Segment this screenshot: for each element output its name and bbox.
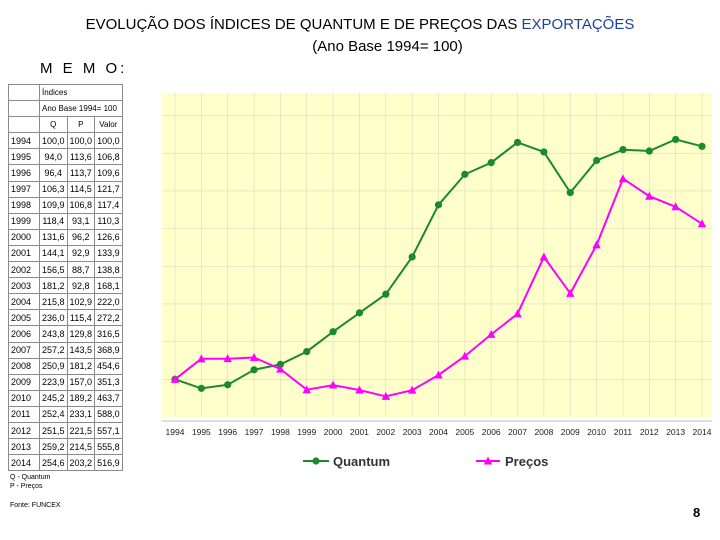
table-cell-value: 236,0 bbox=[40, 310, 68, 326]
x-tick-label: 1994 bbox=[165, 427, 185, 437]
table-cell-value: 109,6 bbox=[95, 165, 123, 181]
table-cell-year: 2001 bbox=[9, 245, 40, 261]
x-tick-label: 2003 bbox=[402, 427, 422, 437]
table-cell-value: 463,7 bbox=[95, 390, 123, 406]
table-cell-year: 1999 bbox=[9, 213, 40, 229]
data-point-quantum bbox=[698, 143, 705, 150]
table-cell-year: 2006 bbox=[9, 326, 40, 342]
table-cell-value: 106,8 bbox=[95, 149, 123, 165]
data-point-quantum bbox=[540, 148, 547, 155]
table-cell-value: 96,2 bbox=[67, 229, 95, 245]
table-cell-value: 243,8 bbox=[40, 326, 68, 342]
note-quantum: Q - Quantum bbox=[10, 474, 51, 481]
table-cell-value: 117,4 bbox=[95, 197, 123, 213]
table-cell-value: 121,7 bbox=[95, 181, 123, 197]
data-point-quantum bbox=[435, 201, 442, 208]
chart-subtitle: (Ano Base 1994= 100) bbox=[312, 38, 463, 55]
data-point-quantum bbox=[303, 348, 310, 355]
x-tick-label: 2004 bbox=[429, 427, 448, 437]
table-cell-value: 181,2 bbox=[67, 358, 95, 374]
table-cell-value: 133,9 bbox=[95, 245, 123, 261]
data-point-quantum bbox=[646, 147, 653, 154]
table-cell-value: 316,5 bbox=[95, 326, 123, 342]
table-cell-value: 557,1 bbox=[95, 422, 123, 438]
table-cell-year: 1996 bbox=[9, 165, 40, 181]
x-tick-label: 2008 bbox=[534, 427, 554, 437]
table-cell-value: 100,0 bbox=[40, 133, 68, 149]
table-cell-value: 144,1 bbox=[40, 245, 68, 261]
chart-title-accent: EXPORTAÇÕES bbox=[521, 16, 635, 33]
table-cell-value: 214,5 bbox=[67, 439, 95, 455]
note-precos: P - Preços bbox=[10, 483, 43, 490]
table-cell-value: 88,7 bbox=[67, 262, 95, 278]
table-cell-year: 2008 bbox=[9, 358, 40, 374]
table-cell-value: 118,4 bbox=[40, 213, 68, 229]
table-cell-year: 1998 bbox=[9, 197, 40, 213]
table-header-q: Q bbox=[40, 117, 68, 133]
table-cell-year: 1995 bbox=[9, 149, 40, 165]
x-tick-label: 2002 bbox=[376, 427, 396, 437]
table-cell-value: 106,8 bbox=[67, 197, 95, 213]
table-cell-value: 588,0 bbox=[95, 406, 123, 422]
table-cell-value: 245,2 bbox=[40, 390, 68, 406]
data-point-quantum bbox=[198, 385, 205, 392]
data-point-quantum bbox=[224, 381, 231, 388]
legend-label-precos: Preços bbox=[505, 454, 549, 469]
table-cell-value: 129,8 bbox=[67, 326, 95, 342]
table-cell-value: 93,1 bbox=[67, 213, 95, 229]
x-tick-label: 2005 bbox=[455, 427, 475, 437]
table-cell-value: 259,2 bbox=[40, 439, 68, 455]
table-cell-year: 2005 bbox=[9, 310, 40, 326]
table-cell-value: 516,9 bbox=[95, 455, 123, 471]
table-cell-value: 115,4 bbox=[67, 310, 95, 326]
x-tick-label: 2011 bbox=[613, 427, 633, 437]
x-tick-label: 1995 bbox=[191, 427, 211, 437]
table-cell-year: 1997 bbox=[9, 181, 40, 197]
table-cell-value: 114,5 bbox=[67, 181, 95, 197]
data-point-quantum bbox=[330, 328, 337, 335]
data-point-quantum bbox=[567, 189, 574, 196]
table-cell-value: 156,5 bbox=[40, 262, 68, 278]
table-cell-value: 113,7 bbox=[67, 165, 95, 181]
table-cell-year: 2013 bbox=[9, 439, 40, 455]
table-cell-year: 2012 bbox=[9, 422, 40, 438]
table-cell-value: 454,6 bbox=[95, 358, 123, 374]
table-cell-value: 189,2 bbox=[67, 390, 95, 406]
data-point-quantum bbox=[409, 253, 416, 260]
x-tick-label: 2012 bbox=[639, 427, 659, 437]
table-cell-value: 250,9 bbox=[40, 358, 68, 374]
data-point-quantum bbox=[488, 159, 495, 166]
table-cell-value: 351,3 bbox=[95, 374, 123, 390]
table-cell-value: 109,9 bbox=[40, 197, 68, 213]
memo-label: M E M O: bbox=[40, 60, 128, 77]
table-header-p: P bbox=[67, 117, 95, 133]
x-tick-label: 1996 bbox=[218, 427, 238, 437]
table-cell-value: 96,4 bbox=[40, 165, 68, 181]
data-point-quantum bbox=[356, 309, 363, 316]
x-tick-label: 2006 bbox=[481, 427, 501, 437]
table-cell-value: 143,5 bbox=[67, 342, 95, 358]
table-cell-value: 203,2 bbox=[67, 455, 95, 471]
table-cell-value: 126,6 bbox=[95, 229, 123, 245]
table-cell-value: 138,8 bbox=[95, 262, 123, 278]
table-cell-value: 181,2 bbox=[40, 278, 68, 294]
table-cell-value: 100,0 bbox=[67, 133, 95, 149]
x-tick-label: 2000 bbox=[323, 427, 343, 437]
table-cell-year: 2009 bbox=[9, 374, 40, 390]
x-tick-label: 1997 bbox=[244, 427, 264, 437]
table-header-valor: Valor bbox=[95, 117, 123, 133]
legend-marker-quantum bbox=[312, 457, 319, 464]
table-base: Ano Base 1994= 100 bbox=[40, 101, 123, 117]
chart-title-main: EVOLUÇÃO DOS ÍNDICES DE QUANTUM E DE PREÇOS DAS bbox=[85, 16, 518, 33]
table-cell-value: 223,9 bbox=[40, 374, 68, 390]
table-cell-value: 221,5 bbox=[67, 422, 95, 438]
table-cell-year: 2002 bbox=[9, 262, 40, 278]
page-number: 8 bbox=[693, 505, 701, 520]
table-cell-year: 2003 bbox=[9, 278, 40, 294]
table-cell-value: 100,0 bbox=[95, 133, 123, 149]
table-cell-value: 233,1 bbox=[67, 406, 95, 422]
x-tick-label: 2007 bbox=[508, 427, 528, 437]
table-cell-year: 2010 bbox=[9, 390, 40, 406]
table-cell-year: 2000 bbox=[9, 229, 40, 245]
table-cell-value: 102,9 bbox=[67, 294, 95, 310]
table-cell-value: 272,2 bbox=[95, 310, 123, 326]
table-cell-value: 106,3 bbox=[40, 181, 68, 197]
x-tick-label: 2014 bbox=[692, 427, 712, 437]
source-note: Fonte: FUNCEX bbox=[10, 502, 61, 509]
data-point-quantum bbox=[672, 136, 679, 143]
data-point-quantum bbox=[514, 139, 521, 146]
data-point-quantum bbox=[382, 291, 389, 298]
table-cell-value: 94,0 bbox=[40, 149, 68, 165]
table-cell-year: 2007 bbox=[9, 342, 40, 358]
table-cell-value: 168,1 bbox=[95, 278, 123, 294]
table-cell-value: 92,8 bbox=[67, 278, 95, 294]
data-point-quantum bbox=[619, 146, 626, 153]
table-title: Índices bbox=[40, 85, 123, 101]
x-tick-label: 1999 bbox=[297, 427, 317, 437]
table-cell-value: 131,6 bbox=[40, 229, 68, 245]
table-cell-value: 222,0 bbox=[95, 294, 123, 310]
table-cell-year: 2014 bbox=[9, 455, 40, 471]
x-tick-label: 1998 bbox=[270, 427, 290, 437]
table-cell-value: 254,6 bbox=[40, 455, 68, 471]
data-point-quantum bbox=[250, 366, 257, 373]
table-cell-value: 251,5 bbox=[40, 422, 68, 438]
table-cell-value: 257,2 bbox=[40, 342, 68, 358]
data-point-quantum bbox=[593, 157, 600, 164]
table-cell-value: 368,9 bbox=[95, 342, 123, 358]
table-cell-value: 252,4 bbox=[40, 406, 68, 422]
table-cell-value: 92,9 bbox=[67, 245, 95, 261]
table-cell-year: 1994 bbox=[9, 133, 40, 149]
x-tick-label: 2001 bbox=[349, 427, 369, 437]
x-tick-label: 2009 bbox=[560, 427, 580, 437]
table-cell-year: 2011 bbox=[9, 406, 40, 422]
table-cell-value: 555,8 bbox=[95, 439, 123, 455]
table-cell-value: 157,0 bbox=[67, 374, 95, 390]
table-cell-value: 215,8 bbox=[40, 294, 68, 310]
table-cell-value: 113,6 bbox=[67, 149, 95, 165]
plot-area bbox=[162, 93, 712, 417]
x-tick-label: 2013 bbox=[666, 427, 686, 437]
table-cell-value: 110,3 bbox=[95, 213, 123, 229]
data-point-quantum bbox=[461, 171, 468, 178]
table-cell-year: 2004 bbox=[9, 294, 40, 310]
x-tick-label: 2010 bbox=[587, 427, 607, 437]
legend-label-quantum: Quantum bbox=[333, 454, 391, 469]
